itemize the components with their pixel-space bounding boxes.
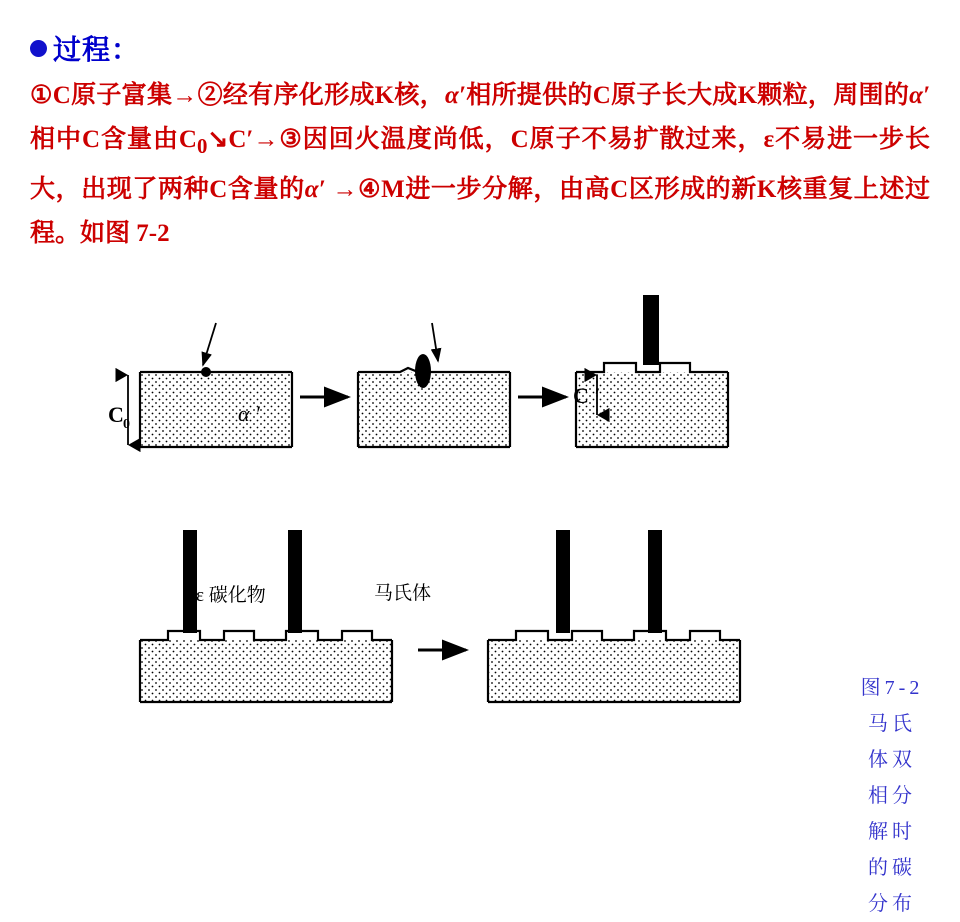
figure-caption — [844, 670, 940, 922]
svg-text:0: 0 — [123, 417, 130, 432]
caption-line: 图7-2 — [860, 677, 924, 699]
caption-line: 体双 — [868, 749, 916, 771]
label-epsilon-carbide: ε 碳化物 — [196, 585, 266, 606]
label-martensite: 马氏体 — [374, 583, 432, 604]
caption-line: 解时 — [868, 821, 916, 843]
body-paragraph: ①C原子富集→②经有序化形成K核，α′相所提供的C原子长大成K颗粒，周围的α′相中C含量由$C_0↘C'\to ③$因回火温度尚低，C原子不易扩散过来，ε不易进一步长大，出现了两种C含量的α′ →④M进一步分解，由高C区形成的新K核重复上述过程。如图 7-2 — [30, 82, 931, 247]
block-e — [488, 530, 740, 702]
block-d — [140, 530, 392, 702]
slide-heading — [30, 28, 140, 68]
block-a — [108, 323, 292, 447]
caption-line: 的碳 — [868, 857, 916, 879]
blue-bullet-icon — [30, 40, 47, 57]
figure-7-2 — [0, 275, 960, 915]
svg-text:C: C — [108, 402, 124, 427]
caption-line: 分布 — [868, 893, 916, 915]
block-b — [358, 323, 510, 447]
block-c — [573, 295, 728, 447]
heading-label: 过程： — [53, 35, 141, 66]
figure-drawing — [0, 275, 960, 720]
svg-text:C ′: C ′ — [573, 383, 601, 408]
caption-line: 相分 — [868, 785, 916, 807]
caption-line: 马氏 — [868, 713, 916, 735]
svg-text:α ′: α ′ — [238, 401, 260, 426]
